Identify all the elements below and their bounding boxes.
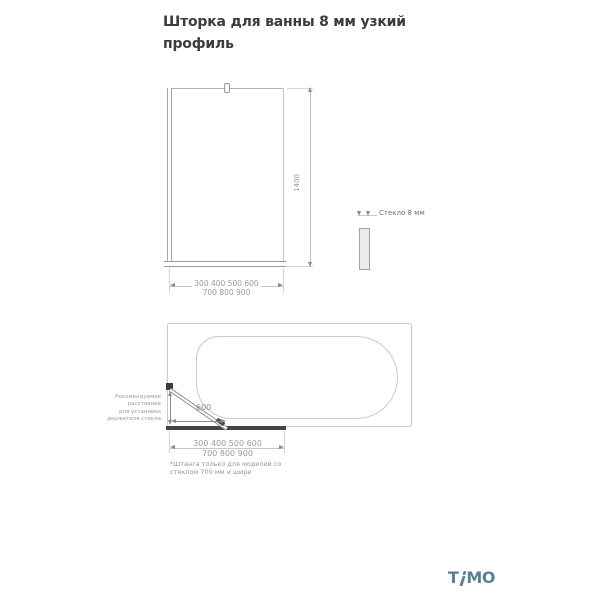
glass-right-edge [283, 88, 284, 266]
front-width-labels [169, 279, 284, 297]
glass-holder-clamp [224, 83, 230, 93]
plan-width-row2: 700 800 900 [202, 448, 253, 458]
plan-width-row1 [160, 439, 295, 449]
holder-note-line4: держателя стекла [107, 416, 161, 423]
logo-i-dot [463, 571, 467, 575]
logo-letter-t: T [448, 568, 459, 587]
front-width-row1-text: 300 400 500 600 [194, 279, 259, 288]
arrow-left-icon [171, 419, 176, 423]
page-title [163, 12, 413, 55]
page-title-line1: Шторка для ванны 8 мм узкий [163, 14, 406, 30]
logo-letters-mo: MO [466, 568, 495, 587]
logo-i-bar [460, 576, 466, 586]
bathtub-basin [196, 336, 398, 419]
height-dim-label: 1400 [293, 174, 301, 192]
arrow-up-icon [308, 87, 312, 92]
distance-label: 600 [196, 403, 212, 412]
logo-letter-i-icon [458, 570, 466, 586]
footnote [170, 460, 281, 476]
page-title-line2: профиль [163, 35, 234, 52]
arrow-up-icon [168, 391, 172, 396]
front-width-row2: 700 800 900 [202, 288, 251, 297]
arrow-down-icon [357, 211, 361, 216]
arrow-down-icon [366, 211, 370, 216]
glass-cross-section [359, 228, 370, 270]
distance-v-arrow-shaft [170, 395, 171, 421]
footnote-line2: стеклом 700 мм и шире [170, 468, 252, 477]
arrow-down-icon [308, 262, 312, 267]
height-dim-line [310, 90, 311, 264]
plan-width-row1-text: 300 400 500 600 [193, 439, 262, 448]
front-width-row1 [169, 279, 284, 288]
wall-profile [167, 88, 172, 265]
holder-note-line2: расстояние [127, 401, 161, 408]
holder-note-line3: для установки [118, 408, 161, 415]
footnote-line1: *Штанга только для моделей со [170, 460, 282, 468]
plan-width-labels [160, 439, 295, 458]
glass-thickness-label: Стекло 8 мм [379, 209, 425, 217]
distance-h-arrow-shaft [174, 421, 222, 422]
arrow-right-icon [221, 419, 226, 423]
timo-logo [448, 566, 495, 586]
bottom-profile [164, 261, 286, 267]
holder-note [93, 394, 161, 424]
holder-note-line1: Рекомендуемое [115, 394, 161, 400]
